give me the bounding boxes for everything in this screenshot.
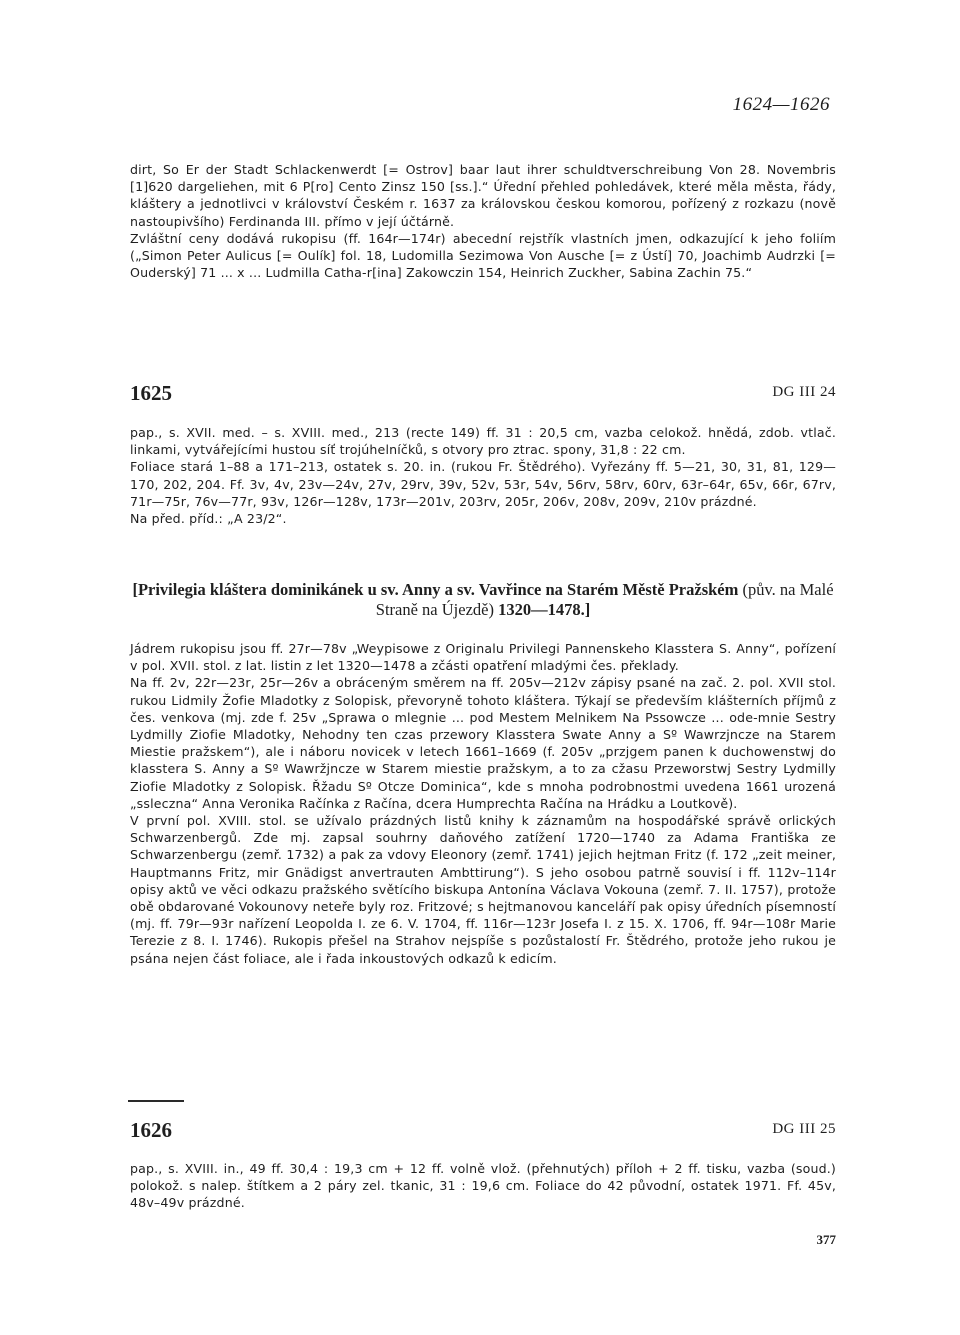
title-origin: (pův. na Malé Straně na Újezdě) [375, 580, 834, 619]
continuation-text [130, 161, 836, 281]
entry-number: 1626 [130, 1118, 172, 1142]
entry-1626-heading [130, 1118, 836, 1143]
paragraph: dirt, So Er der Stadt Schlackenwerdt [= Ostrov] baar laut ihrer schuldtverschreibung Von 28. Novembris [1]620 dargeliehen, mit 6 P[ro] Cento Zinsz 150 [ss.].“ Úřední přehled pohledávek, které měla města, řády, kláštery a jednotlivci v království Českém r. 1637 za královskou českou komorou, pořízený z rozkazu (nově nastoupivšího) Ferdinanda III. přímo v její účtárně. [130, 162, 836, 229]
paragraph: Na ff. 2v, 22r—23r, 25r—26v a obráceným směrem na ff. 205v—212v zápisy psané na zač. 2. pol. XVII stol. rukou Lidmily Žofie Mladotky z Solopisk, převoryně tohoto kláštera. Týkají se především klášterních příjmů z čes. venkova (mj. zde f. 25v „Sprawa o mlegnie ... pod Mestem Melnikem Na Pssowcze ... ode-mnie Sestry Lydmilly Ziofie Mladotky, Nehodny ten czas przewory Klasstera Swate Anny a Sº Wawrzjncze na Starem Miestie pražskem“), ale i náboru novicek v letech 1661–1669 (f. 205v „przjgem panen k duchowenstwj do klasstera S. Anny a Sº Wawržjncze w Starem miestie pražskym, a to za cžasu Przeworstwj Sestry Lydmilly Ziofie Mladotky z Solopisk. Řžadu Sº Otcze Dominica“, kde s mnoha podrobnostmi uvedena 1661 urozená „ssleczna“ Anna Veronika Račínka z Račína, dcera Humprechta Račína na Hrádku a Loutkově). [130, 675, 836, 811]
paragraph: Jádrem rukopisu jsou ff. 27r—78v „Weypisowe z Originalu Privilegi Pannenskeho Klasstera S. Anny“, pořízení v pol. XVII. stol. z lat. listin z let 1320—1478 a zčásti opatření mladými čes. překlady. [130, 641, 836, 674]
front-pastedown-note: Na před. příd.: „A 23/2“. [130, 511, 287, 527]
entry-1625-commentary [130, 640, 836, 967]
entry-1625-physical-description [130, 424, 836, 527]
paragraph: Zvláštní ceny dodává rukopisu (ff. 164r—174r) abecední rejstřík vlastních jmen, odkazující k jeho foliím („Simon Peter Aulicus [= Oulík] fol. 18, Ludomilla Sezimowa Von Ausche [= z Ústí] 70, Joachimb Audrzki [= Ouderský] 71 ... x ... Ludmilla Catha-r[ina] Zakowczin 154, Heinrich Zuckher, Sabina Zachin 75.“ [130, 230, 836, 281]
running-head: 1624—1626 [732, 94, 830, 115]
entry-number: 1625 [130, 381, 172, 405]
title-dates: 1320—1478.] [498, 600, 591, 619]
entry-1625-title [130, 580, 836, 620]
shelfmark: DG III 24 [772, 384, 836, 400]
paragraph: V první pol. XVIII. stol. se užívalo prázdných listů knihy k záznamům na hospodářské správě orlických Schwarzenbergů. Zde mj. zapsal souhrny daňového zatížení 1720—1740 za Adama Františka ze Schwarzenbergu (zemř. 1732) a pak za vdovy Eleonory (zemř. 1741) jejich hejtman Fritz (f. 172 „zeit meiner, Hauptmanns Fritz, mir Gnädigst anvertrauten Ambttirung“). S jeho osobou patrně souvisí i ff. 112v–114r opisy aktů ve věci odkazu pražského světícího biskupa Antonína Václava Vokouna (zemř. 7. II. 1757), protože obě obdarované Vokounovy neteře byly roz. Fritzové; s hejtmanovou kanceláří pak opisy úředních písemností (mj. ff. 79r—93r nařízení Leopolda I. ze 6. V. 1704, ff. 116r—123r Josefa I. z 15. X. 1706, ff. 94r—108r Marie Terezie z 8. I. 1746). Rukopis přešel na Strahov nejspíše s pozůstalostí Fr. Štědrého, protože jeho rukou je psána nejen část foliace, ale i řada inkoustových odkazů k edicím. [130, 813, 836, 966]
entry-1626-physical-description [130, 1160, 836, 1212]
section-divider [128, 1100, 184, 1102]
title-main: [Privilegia kláštera dominikánek u sv. Anny a sv. Vavřince na Starém Městě Pražském [132, 580, 739, 599]
shelfmark: DG III 25 [772, 1121, 836, 1137]
description: pap., s. XVIII. in., 49 ff. 30,4 : 19,3 cm + 12 ff. volně vlož. (přehnutých) příloh + 2 ff. tisku, vazba (soud.) polokož. s nalep. štítkem a 2 páry zel. tkanic, 31 : 19,6 cm. Foliace do 42 původní, ostatek 1971. Ff. 45v, 48v–49v prázdné. [130, 1161, 836, 1211]
entry-1625-heading [130, 381, 836, 406]
foliation: Foliace stará 1–88 a 171–213, ostatek s. 20. in. (rukou Fr. Štědrého). Vyřezány ff. 5—21, 30, 31, 81, 129—170, 202, 204. Ff. 3v, 4v, 23v—24v, 27v, 29rv, 39v, 52v, 53r, 54v, 56rv, 58rv, 60rv, 63r–64r, 65v, 66r, 67rv, 71r—75r, 76v—77r, 93v, 126r—128v, 173r—201v, 203rv, 205r, 206v, 208v, 209v, 210v prázdné. [130, 459, 836, 509]
description: pap., s. XVII. med. – s. XVIII. med., 213 (recte 149) ff. 31 : 20,5 cm, vazba celokož. hnědá, zdob. vtlač. linkami, vytvářejícími hustou síť trojúhelníčků, s otvory pro ztrac. spony, 31,8 : 22 cm. [130, 425, 836, 458]
page-number: 377 [816, 1232, 836, 1247]
